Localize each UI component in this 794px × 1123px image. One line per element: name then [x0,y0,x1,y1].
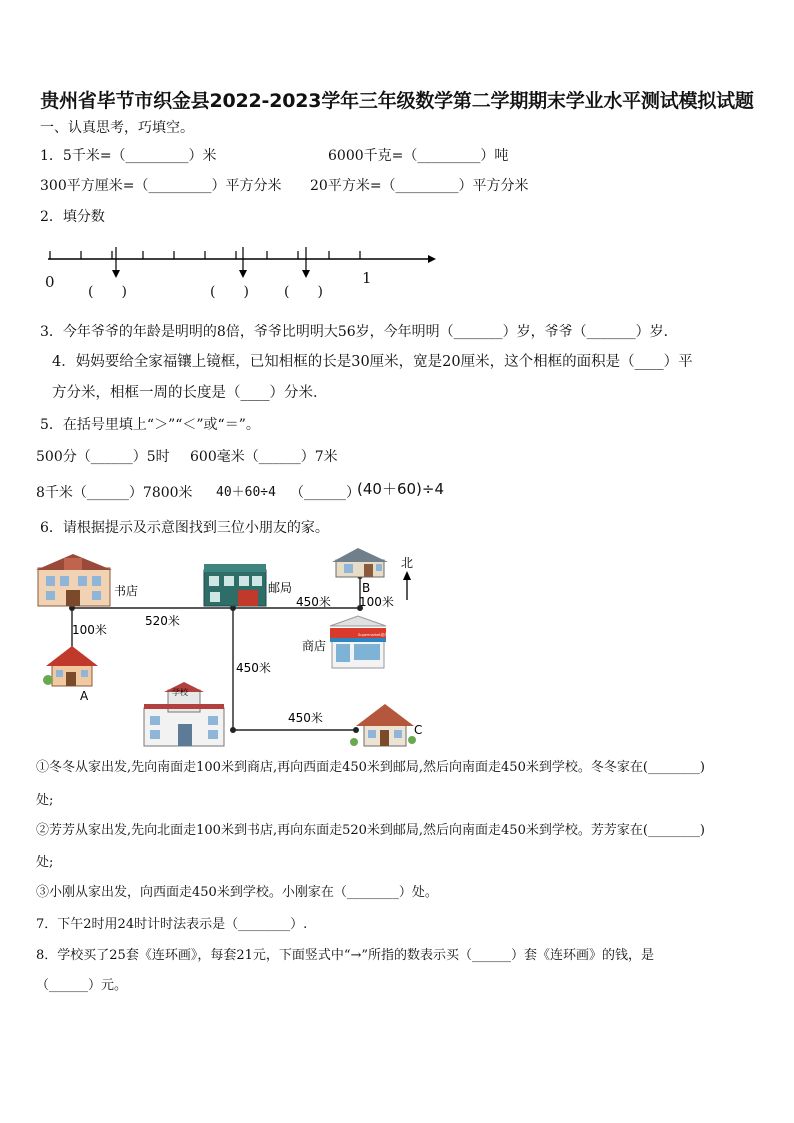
q7-text: 7．下午2时用24时计时法表示是（________）. [36,917,308,932]
q4-line2: 方分米，相框一周的长度是（____）分米． [52,385,328,401]
distance-label: 100米 [359,595,394,609]
q6-sub2-line2: 处; [36,855,54,870]
q1-item-b: 6000千克=（_________）吨 [328,148,509,164]
distance-label: 450米 [288,711,323,725]
north-arrow-icon [403,571,411,600]
q5-item-b: 600毫米（______）7米 [190,449,338,465]
q1-item-a: 1．5千米=（_________）米 [40,148,217,164]
house-c-label: C [414,723,423,737]
q6-sub3: ③小刚从家出发，向西面走450米到学校。小刚家在（________）处。 [36,885,438,900]
house-a-label: A [80,689,89,703]
q2-text: 2．填分数 [40,209,105,225]
number-line-one: 1 [362,269,372,287]
q5-expression-right: (40＋60)÷4 [357,480,444,498]
house-b-label: B [362,581,371,595]
house-a-icon [43,646,98,686]
q5-item-c: 8千米（______）7800米 [36,485,193,501]
shop-icon [330,616,386,668]
fraction-blank: ( ) [88,284,127,300]
number-line-zero: 0 [45,273,55,291]
section-heading: 一、认真思考，巧填空。 [40,120,194,136]
q1-item-d: 20平方米=（_________）平方分米 [310,178,529,194]
fraction-blank: ( ) [210,284,249,300]
map-diagram [0,540,794,760]
bookstore-label: 书店 [114,584,139,598]
distance-label: 100米 [72,623,107,637]
distance-label: 450米 [296,595,331,609]
distance-label: 520米 [145,614,180,628]
fraction-blank: ( ) [284,284,323,300]
q6-sub1-line2: 处; [36,793,54,808]
shop-label: 商店 [302,639,327,653]
post-office-label: 邮局 [268,581,293,595]
q5-compare-blank: （______） [290,485,360,501]
q6-sub1-line1: ①冬冬从家出发,先向南面走100米到商店,再向西面走450米到邮局,然后向南面走450米到学校。冬冬家在(________) [36,760,705,775]
house-b-icon [332,548,388,577]
distance-label: 450米 [236,661,271,675]
shop-sign: Supermarket超市 [358,633,388,637]
q3-text: 3．今年爷爷的年龄是明明的8倍，爷爷比明明大56岁，今年明明（_______）岁，爷爷（_______）岁． [40,324,678,340]
q1-item-c: 300平方厘米=（_________）平方分米 [40,178,282,194]
page-title: 贵州省毕节市织金县2022-2023学年三年级数学第二学期期末学业水平测试模拟试题 [40,90,754,112]
bookstore-icon [36,554,112,606]
q8-line1: 8．学校买了25套《连环画》，每套21元，下面竖式中“→”所指的数表示买（______）套《连环画》的钱，是 [36,948,655,963]
q4-line1: 4．妈妈要给全家福镶上镜框，已知相框的长是30厘米，宽是20厘米，这个相框的面积是（____）平 [52,354,693,370]
q8-line2: （______）元。 [36,978,128,993]
q6-text: 6．请根据提示及示意图找到三位小朋友的家。 [40,520,329,536]
q5-item-a: 500分（______）5时 [36,449,170,465]
school-label: 学校 [172,688,188,697]
post-office-icon [204,564,266,606]
house-c-icon [350,704,416,746]
north-label: 北 [401,556,414,570]
q6-sub2-line1: ②芳芳从家出发,先向北面走100米到书店,再向东面走520米到邮局,然后向南面走450米到学校。芳芳家在(________) [36,823,705,838]
q5-expression-left: 40＋60÷4 [216,485,276,500]
q5-text: 5．在括号里填上“＞”“＜”或“＝”。 [40,417,260,433]
